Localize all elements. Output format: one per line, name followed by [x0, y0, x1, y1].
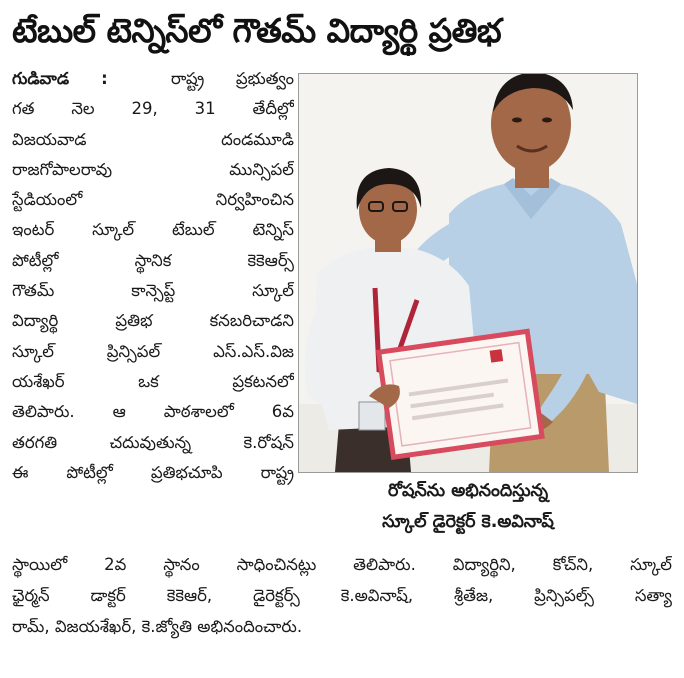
article-line: స్కూల్ ప్రిన్సిపల్ ఎస్.ఎస్.విజ	[12, 341, 294, 361]
article-line: ఇంటర్ స్కూల్ టేబుల్ టెన్నిస్	[12, 220, 294, 240]
director-eye-right	[542, 118, 552, 123]
article-line: స్టేడియంలో నిర్వహించిన	[12, 190, 294, 210]
article-line: యశేఖర్ ఒక ప్రకటనలో	[12, 371, 294, 391]
headline: టేబుల్ టెన్నిస్‌లో గౌతమ్ విద్యార్థి ప్రతిభ	[12, 11, 502, 50]
article-line: విద్యార్థి ప్రతిభ కనబరిచాడని	[12, 311, 294, 331]
caption-line: రోషన్‌ను అభినందిస్తున్న	[387, 481, 549, 501]
certificate-emblem	[490, 349, 504, 363]
caption-line: స్కూల్ డైరెక్టర్ కె.అవినాష్	[382, 512, 554, 532]
article-line: రామ్, విజయశేఖర్, కె.జ్యోతి అభినందించారు.	[12, 617, 303, 636]
news-photo	[298, 73, 638, 473]
article-line	[12, 64, 294, 94]
photo-illustration	[299, 74, 637, 472]
article-line-text: రాష్ట్ర ప్రభుత్వం	[170, 69, 294, 88]
article-line: గౌతమ్ కాన్సెప్ట్ స్కూల్	[12, 281, 294, 301]
article-line: తెలిపారు. ఆ పాఠశాలలో 6వ	[12, 402, 294, 422]
dateline: గుడివాడ :	[12, 69, 108, 88]
article-line: తరగతి చదువుతున్న కె.రోషన్	[12, 432, 294, 452]
article-line: ఈ పోటీల్లో ప్రతిభచూపి రాష్ట్ర	[12, 462, 294, 482]
article-line: రాజగోపాలరావు మున్సిపల్	[12, 159, 294, 179]
article-line: పోటీల్లో స్థానిక కెకెఆర్స్	[12, 250, 294, 270]
article-column	[12, 64, 294, 488]
student-id-card	[359, 402, 385, 430]
article-line: విజయవాడ దండమూడి	[12, 129, 294, 149]
director-eye-left	[512, 118, 522, 123]
article-line: గత నెల 29, 31 తేదీల్లో	[12, 99, 294, 119]
article-continuation	[12, 549, 672, 642]
article-line: ఛైర్మన్ డాక్టర్ కెకెఆర్, డైరెక్టర్స్ కె.అవినాష్, శ్రీతేజ, ప్రిన్సిపల్స్ సత్యా	[12, 586, 672, 605]
photo-caption	[298, 476, 638, 546]
article-line: స్థాయిలో 2వ స్థానం సాధించినట్లు తెలిపారు. విద్యార్థిని, కోచ్‌ని, స్కూల్	[12, 555, 672, 574]
certificate	[379, 331, 542, 457]
